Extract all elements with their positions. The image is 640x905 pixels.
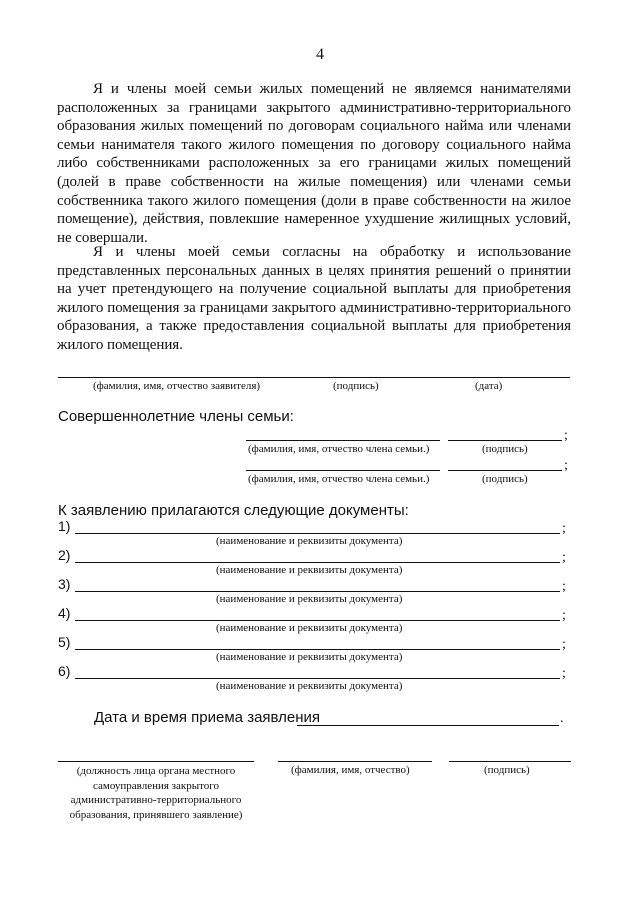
attachment-semicolon-2: ; bbox=[562, 550, 566, 565]
applicant-name-caption: (фамилия, имя, отчество заявителя) bbox=[93, 380, 261, 392]
attachment-number-3: 3) bbox=[58, 576, 71, 592]
attachment-caption-2: (наименование и реквизиты документа) bbox=[216, 564, 403, 576]
adult-family-heading: Совершеннолетние члены семьи: bbox=[58, 408, 294, 425]
attachment-caption-5: (наименование и реквизиты документа) bbox=[216, 651, 403, 663]
applicant-signature-line[interactable] bbox=[58, 377, 570, 378]
official-name-line[interactable] bbox=[278, 761, 432, 762]
family-member-name-line-1[interactable] bbox=[246, 440, 440, 441]
family-member-signature-caption-2: (подпись) bbox=[482, 473, 528, 485]
attachment-caption-1: (наименование и реквизиты документа) bbox=[216, 535, 403, 547]
attachment-line-6[interactable] bbox=[75, 678, 560, 679]
official-position-line[interactable] bbox=[58, 761, 254, 762]
family-member-name-caption-1: (фамилия, имя, отчество члена семьи.) bbox=[248, 443, 430, 455]
attachment-caption-4: (наименование и реквизиты документа) bbox=[216, 622, 403, 634]
official-name-caption: (фамилия, имя, отчество) bbox=[291, 764, 410, 776]
family-member-signature-line-2[interactable] bbox=[448, 470, 562, 471]
family-row-1-semicolon: ; bbox=[564, 428, 568, 443]
attachment-line-3[interactable] bbox=[75, 591, 560, 592]
reception-end-mark: . bbox=[560, 711, 564, 726]
attachment-semicolon-3: ; bbox=[562, 579, 566, 594]
attachment-semicolon-1: ; bbox=[562, 521, 566, 536]
page-number: 4 bbox=[316, 46, 324, 63]
attachment-semicolon-6: ; bbox=[562, 666, 566, 681]
applicant-date-caption: (дата) bbox=[475, 380, 503, 392]
paragraph-consent: Я и члены моей семьи согласны на обработку и использование представленных персональных данных в целях принятия решений о принятии на учет претендующего на получение социальной выплаты для приобретения жилого помещения за границами закрытого административно-территориального образования, а также предоставления социальной выплаты для приобретения жилого помещения. bbox=[57, 244, 571, 353]
official-signature-caption: (подпись) bbox=[484, 764, 530, 776]
attachment-number-2: 2) bbox=[58, 547, 71, 563]
family-member-signature-line-1[interactable] bbox=[448, 440, 562, 441]
attachment-caption-3: (наименование и реквизиты документа) bbox=[216, 593, 403, 605]
paragraph-no-housing: Я и члены моей семьи жилых помещений не являемся нанимателями расположенных за границами закрытого административно-территориального образования жилых помещений по договорам социального найма или членами семьи нанимателя такого жилого помещения по договору социального найма либо собственниками расположенных за его границами жилых помещений (долей в праве собственности на жилые помещения) или членами семьи собственника такого жилого помещения (доли в праве собственности на жилое помещение), действия, повлекшие намеренное ухудшение жилищных условий, не совершали. bbox=[57, 81, 571, 246]
attachment-number-1: 1) bbox=[58, 518, 71, 534]
attachment-number-5: 5) bbox=[58, 634, 71, 650]
official-signature-line[interactable] bbox=[449, 761, 571, 762]
applicant-signature-caption: (подпись) bbox=[333, 380, 379, 392]
reception-label: Дата и время приема заявления bbox=[94, 709, 321, 726]
attachment-number-4: 4) bbox=[58, 605, 71, 621]
family-row-2-semicolon: ; bbox=[564, 458, 568, 473]
attachment-number-6: 6) bbox=[58, 663, 71, 679]
reception-datetime-line[interactable] bbox=[297, 725, 559, 726]
family-member-signature-caption-1: (подпись) bbox=[482, 443, 528, 455]
attachment-line-1[interactable] bbox=[75, 533, 560, 534]
attachment-line-5[interactable] bbox=[75, 649, 560, 650]
attachment-semicolon-4: ; bbox=[562, 608, 566, 623]
attachment-semicolon-5: ; bbox=[562, 637, 566, 652]
family-member-name-caption-2: (фамилия, имя, отчество члена семьи.) bbox=[248, 473, 430, 485]
attachments-heading: К заявлению прилагаются следующие документы: bbox=[58, 502, 409, 519]
attachment-caption-6: (наименование и реквизиты документа) bbox=[216, 680, 403, 692]
attachment-line-4[interactable] bbox=[75, 620, 560, 621]
family-member-name-line-2[interactable] bbox=[246, 470, 440, 471]
official-position-caption: (должность лица органа местного самоуправления закрытого административно-территориального образования, принявшего заявление) bbox=[69, 765, 243, 821]
attachment-line-2[interactable] bbox=[75, 562, 560, 563]
